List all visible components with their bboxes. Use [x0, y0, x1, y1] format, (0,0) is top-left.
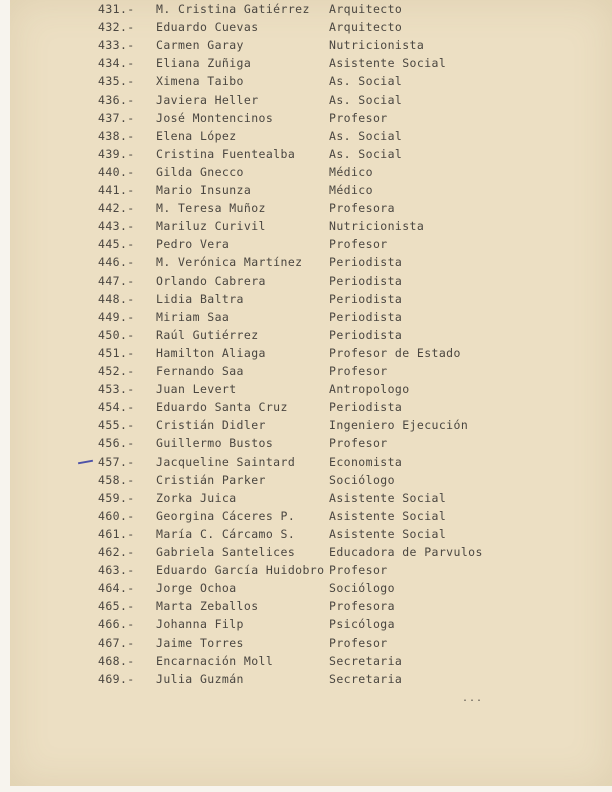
entry-name: Mario Insunza [156, 183, 252, 197]
entry-profession: Periodista [329, 273, 403, 288]
entry-name: Javiera Heller [156, 92, 259, 107]
entry-profession: Profesor [329, 364, 388, 378]
entry-profession: Periodista [329, 309, 403, 324]
entry-profession: As. Social [329, 128, 403, 143]
entry-profession: Profesora [329, 599, 395, 614]
entry-name: M. Verónica Martínez [156, 255, 303, 270]
entry-name: Eliana Zuñiga [156, 56, 252, 71]
entry-number: 454.- [98, 400, 135, 415]
entry-name: Fernando Saa [156, 364, 244, 378]
entry-profession: Profesora [329, 201, 395, 216]
entry-name: Pedro Vera [156, 237, 230, 252]
entry-name: Juan Levert [156, 382, 237, 397]
entry-number: 459.- [98, 490, 135, 505]
entry-profession: Ingeniero Ejecución [329, 418, 469, 433]
entry-name: Zorka Juica [156, 490, 237, 505]
entry-profession: Médico [329, 164, 373, 179]
entry-name: Orlando Cabrera [156, 273, 266, 288]
entry-number: 455.- [98, 418, 135, 433]
entry-number: 452.- [98, 364, 135, 378]
entry-name: Ximena Taibo [156, 74, 244, 89]
entry-number: 458.- [98, 472, 135, 487]
entry-name: José Montencinos [156, 110, 274, 125]
entry-number: 457.- [98, 454, 135, 469]
entry-number: 441.- [98, 183, 135, 197]
entry-name: Jorge Ochoa [156, 581, 237, 596]
entry-profession: Profesor [329, 563, 388, 578]
entry-number: 435.- [98, 74, 135, 89]
entry-name: Gabriela Santelices [156, 545, 296, 559]
entry-profession: Profesor [329, 237, 388, 252]
entry-name: Guillermo Bustos [156, 436, 274, 451]
entry-name: Eduardo García Huidobro [156, 563, 325, 578]
entry-number: 432.- [98, 20, 135, 35]
entry-number: 437.- [98, 110, 135, 125]
entry-profession: Periodista [329, 255, 403, 270]
entry-profession: Profesor [329, 635, 388, 650]
entry-name: Eduardo Santa Cruz [156, 400, 288, 415]
entry-number: 462.- [98, 545, 135, 559]
entry-number: 443.- [98, 219, 135, 234]
entry-number: 469.- [98, 671, 135, 686]
entry-name: Carmen Garay [156, 38, 244, 53]
entry-number: 445.- [98, 237, 135, 252]
entry-profession: Profesor [329, 436, 388, 451]
entry-profession: Asistente Social [329, 508, 447, 523]
entry-name: Marta Zeballos [156, 599, 259, 614]
entry-profession: Profesor de Estado [329, 345, 461, 360]
margin-check-mark [78, 460, 93, 465]
entry-profession: As. Social [329, 92, 403, 107]
entry-profession: Educadora de Parvulos [329, 545, 483, 559]
entry-number: 448.- [98, 291, 135, 306]
entry-name: Jaime Torres [156, 635, 244, 650]
continuation-ellipsis: ... [462, 693, 484, 704]
entry-number: 436.- [98, 92, 135, 107]
entry-number: 464.- [98, 581, 135, 596]
entry-name: Cristina Fuentealba [156, 146, 296, 161]
entry-number: 449.- [98, 309, 135, 324]
entry-number: 467.- [98, 635, 135, 650]
entry-profession: Secretaria [329, 671, 403, 686]
entry-number: 466.- [98, 617, 135, 632]
entry-name: Georgina Cáceres P. [156, 508, 296, 523]
entry-name: Johanna Filp [156, 617, 244, 632]
entry-number: 450.- [98, 327, 135, 342]
entry-profession: Sociólogo [329, 581, 395, 596]
entry-name: M. Teresa Muñoz [156, 201, 266, 216]
entry-number: 453.- [98, 382, 135, 397]
document-page [10, 0, 612, 786]
entry-name: Julia Guzmán [156, 671, 244, 686]
entry-name: Encarnación Moll [156, 653, 274, 668]
entry-profession: As. Social [329, 74, 403, 89]
entry-profession: Economista [329, 454, 403, 469]
entry-number: 456.- [98, 436, 135, 451]
entry-number: 434.- [98, 56, 135, 71]
entry-name: Mariluz Curivil [156, 219, 266, 234]
entry-profession: As. Social [329, 146, 403, 161]
entry-profession: Asistente Social [329, 490, 447, 505]
entry-number: 451.- [98, 345, 135, 360]
entry-number: 438.- [98, 128, 135, 143]
entry-name: M. Cristina Gatiérrez [156, 2, 310, 16]
entry-number: 447.- [98, 273, 135, 288]
entry-name: Eduardo Cuevas [156, 20, 259, 35]
entry-name: Raúl Gutiérrez [156, 327, 259, 342]
entry-number: 446.- [98, 255, 135, 270]
entry-number: 439.- [98, 146, 135, 161]
entry-profession: Secretaria [329, 653, 403, 668]
entry-name: Cristián Parker [156, 472, 266, 487]
entry-profession: Arquitecto [329, 2, 403, 16]
entry-name: Lidia Baltra [156, 291, 244, 306]
entry-number: 461.- [98, 526, 135, 541]
entry-profession: Periodista [329, 327, 403, 342]
entry-profession: Antropologo [329, 382, 410, 397]
entry-number: 431.- [98, 2, 135, 16]
entry-name: María C. Cárcamo S. [156, 526, 296, 541]
entry-number: 465.- [98, 599, 135, 614]
entry-profession: Asistente Social [329, 526, 447, 541]
entry-number: 433.- [98, 38, 135, 53]
entry-profession: Periodista [329, 400, 403, 415]
entry-profession: Arquitecto [329, 20, 403, 35]
entry-profession: Psicóloga [329, 617, 395, 632]
entry-profession: Nutricionista [329, 219, 425, 234]
entry-name: Hamilton Aliaga [156, 345, 266, 360]
entry-name: Elena López [156, 128, 237, 143]
entry-number: 463.- [98, 563, 135, 578]
entry-profession: Nutricionista [329, 38, 425, 53]
entry-profession: Periodista [329, 291, 403, 306]
entry-name: Gilda Gnecco [156, 164, 244, 179]
entry-number: 460.- [98, 508, 135, 523]
entry-profession: Médico [329, 183, 373, 197]
entry-name: Cristián Didler [156, 418, 266, 433]
entry-number: 468.- [98, 653, 135, 668]
entry-number: 442.- [98, 201, 135, 216]
entry-name: Jacqueline Saintard [156, 454, 296, 469]
entry-name: Miriam Saa [156, 309, 230, 324]
entry-profession: Sociólogo [329, 472, 395, 487]
entry-profession: Asistente Social [329, 56, 447, 71]
entry-number: 440.- [98, 164, 135, 179]
entry-profession: Profesor [329, 110, 388, 125]
